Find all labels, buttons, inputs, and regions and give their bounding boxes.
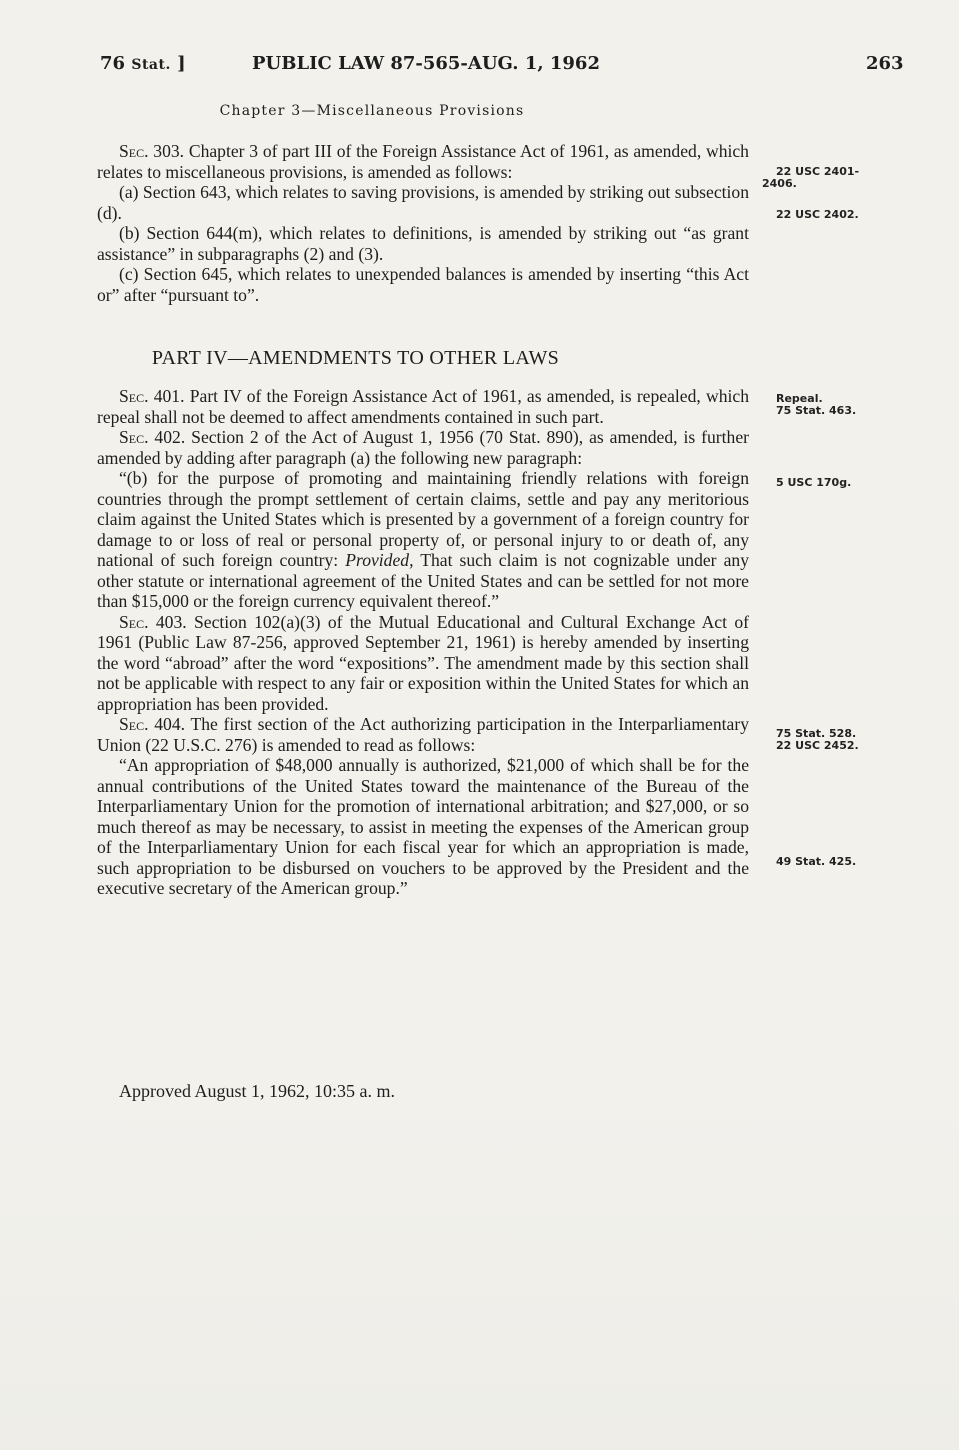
sec303-intro: Sec. 303. Chapter 3 of part III of the Foreign Assistance Act of 1961, as amended, which relates to miscellaneous provisions, is amended as follows:	[97, 141, 749, 182]
margin-note-22usc2402: 22 USC 2402.	[776, 208, 859, 221]
sec303-b: (b) Section 644(m), which relates to definitions, is amended by striking out “as grant assistance” in subparagraphs (2) and (3).	[97, 223, 749, 264]
volume-citation: 76 Stat. ]	[100, 53, 186, 74]
sec404-quote: “An appropriation of $48,000 annually is authorized, $21,000 of which shall be for the annual contributions of the United States toward the maintenance of the Bureau of the Interparliamentary Union for the promotion of international arbitration; and $27,000, or so much thereof as may be necessary, to assist in meeting the expenses of the American group of the Interparliamentary Union for each fiscal year for which an appropriation is made, such appropriation to be disbursed on vouchers to be approved by the President and the executive secretary of the American group.”	[97, 755, 749, 898]
sec402-quote: “(b) for the purpose of promoting and maintaining friendly relations with foreign countries through the prompt settlement of certain claims, settle and pay any meritorious claim against the United States which is presented by a government of a foreign country for damage to or loss of real or personal property of, or personal injury to or death of, any national of such foreign country: Provided, That such claim is not cognizable under any other statute or international agreement of the United States and can be settled for not more than $15,000 or the foreign currency equivalent thereof.”	[97, 468, 749, 611]
running-title: PUBLIC LAW 87-565-AUG. 1, 1962	[252, 53, 600, 74]
sec402-text: Sec. 402. Section 2 of the Act of August 1, 1956 (70 Stat. 890), as amended, is further amended by adding after paragraph (a) the following new paragraph:	[97, 427, 749, 468]
margin-note-49stat425: 49 Stat. 425.	[776, 855, 857, 868]
part-heading: PART IV—AMENDMENTS TO OTHER LAWS	[151, 347, 560, 369]
sec303-a: (a) Section 643, which relates to saving provisions, is amended by striking out subsection (d).	[97, 182, 749, 223]
chapter-heading: Chapter 3—Miscellaneous Provisions	[219, 103, 525, 119]
margin-note-75stat528: 75 Stat. 528. 22 USC 2452.	[776, 727, 859, 752]
margin-note-22usc2401: 22 USC 2401- 2406.	[762, 165, 860, 190]
page-number: 263	[866, 53, 904, 74]
section-401-to-404	[97, 386, 749, 899]
sec401-text: Sec. 401. Part IV of the Foreign Assistance Act of 1961, as amended, is repealed, which repeal shall not be deemed to affect amendments contained in such part.	[97, 386, 749, 427]
sec403-text: Sec. 403. Section 102(a)(3) of the Mutual Educational and Cultural Exchange Act of 1961 (Public Law 87-256, approved September 21, 1961) is hereby amended by inserting the word “abroad” after the word “expositions”. The amendment made by this section shall not be applicable with respect to any fair or exposition within the United States for which an appropriation has been provided.	[97, 611, 749, 714]
sec303-c: (c) Section 645, which relates to unexpended balances is amended by inserting “this Act or” after “pursuant to”.	[97, 264, 749, 305]
margin-note-5usc170g: 5 USC 170g.	[776, 476, 852, 489]
bleed-through-area	[0, 1090, 959, 1450]
section-303	[97, 141, 749, 305]
margin-note-repeal: Repeal. 75 Stat. 463.	[776, 392, 857, 417]
sec404-text: Sec. 404. The first section of the Act authorizing participation in the Interparliamentary Union (22 U.S.C. 276) is amended to read as follows:	[97, 714, 749, 755]
approval-line: Approved August 1, 1962, 10:35 a. m.	[119, 1081, 395, 1101]
